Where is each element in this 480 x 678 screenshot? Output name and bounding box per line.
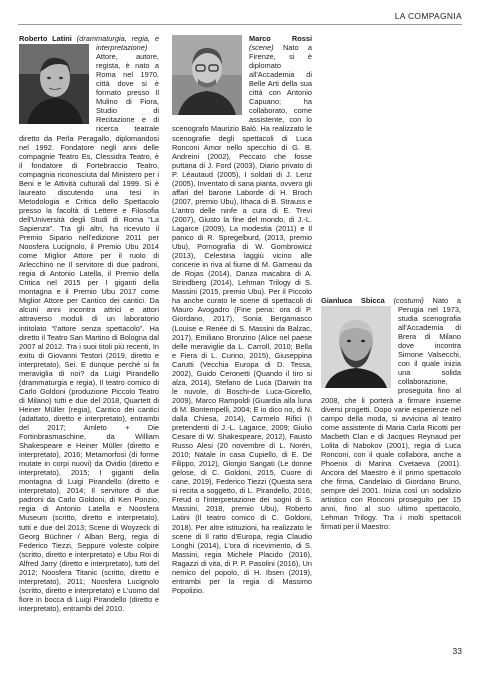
bio-gianluca-sbicca [321,296,461,531]
column-left [19,34,159,621]
bio-roberto-latini [19,34,159,613]
portrait-photo [172,35,242,115]
portrait-photo [19,44,89,124]
bio-name: Marco Rossi [249,34,312,43]
bio-name: Gianluca Sbicca [321,296,385,305]
bio-text: Nato a Perugia nel 1973, studia scenografia all'Accademia di Brera di Milano dove incontra Simone Valsecchi, con il quale inizia una solida collaborazione, proseguita fino al 2008, che li porterà a firmare insieme diversi progetti. Dopo varie esperienze nel campo della moda, si avvicina al teatro come assistente di Maria Carla Ricotti per Macbeth Clan e di Jacques Reynaud per Lolita di Nabokov (2001), regia di Luca Ronconi, con il quale collabora, anche a Phoenix di Marina Cvetaeva (2001). Ancora del Maestro è il primo spettacolo che firma, Candelaio di Giordano Bruno, sempre del 2001. Inizia così un sodalizio artistico con Ronconi proseguito per 15 anni, fino al suo ultimo spettacolo, Lehman Trilogy. Tra i molti spettacoli firmati per il Maestro: [321,296,461,532]
column-middle [172,34,312,603]
bio-paragraph [19,34,159,613]
bio-name: Roberto Latini [19,34,72,43]
bio-paragraph [172,34,312,595]
bio-role: (drammaturgia, regia, e interpretazione) [76,34,159,53]
column-right [321,34,461,539]
portrait-photo [321,306,391,388]
bio-role: (costumi) [393,296,424,305]
bio-marco-rossi [172,34,312,595]
page-number: 33 [452,646,462,656]
bio-paragraph [321,296,461,531]
bio-text: Attore, autore, regista, è nato a Roma nel 1970, città dove si è formato presso Il Mulino di Fiora, Studio di Recitazione e di ricerca teatrale diretto da Perla Peragallo, diplomandosi nel 1992. Fondatore negli anni delle compagnie Teatro Es, Clessidra Teatro, è il fondatore di Fortebraccio Teatro, compagnia riconosciuta dal Ministero per i Beni e le Attività culturali dal 1999. Si è laureato discutendo una tesi in Metodologia e Critica dello Spettacolo presso la facoltà di Lettere e Filosofia dell'Università degli Studi di Roma “La Sapienza”. Tra gli altri, ha ricevuto il Premio Sipario nell'edizione 2011 per Noosfera Lucignolo, il Premio Ubu 2014 come Miglior Attore per il ruolo di Arlecchino ne Il servitore di due padroni, regia di Antonio Latella, il Premio della Critica nel 2015 per I giganti della montagna e il Premio Ubu 2017 come Miglior Attore per Cantico dei cantici. Da alcuni anni incontra attrici e attori attraverso moduli di un laboratorio intitolato “l'attore senza spettacolo”. Ha diretto il Teatro San Martino di Bologna dal 2007 al 2012. Tra i suoi titoli più recenti, In exitu di Giovanni Testori (2019, diretto e interpretato), Sei. E dunque perché si fa meraviglia di noi? da Luigi Pirandello (drammaturgia e regia), Il teatro comico di Carlo Goldoni (produzione Piccolo Teatro di Milano) tutti e due del 2018, Quartett di Heiner Müller (regia), Cantico dei cantici (adattato, diretto e interpretato), entrambi del 2017; Amleto + Die Fortinbrasmaschine, da William Shakespeare e Heiner Müller (diretto e interpretato), 2016; Metamorfosi (di forme mutate in corpi nuovi) da Ovidio (diretto e interpretato), 2015; I giganti della montagna di Luigi Pirandello (diretto e interpretato), 2014; Il servitore di due padroni da Carlo Goldoni, di Ken Ponzio, regia di Antonio Latella e Noosfera Museum (scritto, diretto e interpretato), tutti e due del 2013; Scene di Woyzeck di Georg Büchner / Alban Berg, regia di Federico Tiezzi, Seppure voleste colpire (scritto, diretto e interpretato) e Ubu Roi di Alfred Jarry (diretto e interpretato), tutti del 2012; Noosfera Titanic (scritto, diretto e interpretato), 2011; Noosfera Lucignolo (scritto, diretto e interpretato) e L'uomo dal fiore in bocca di Luigi Pirandello (diretto e interpretato), entrambi del 2010. [19,52,159,613]
bio-role: (scene) [249,43,274,53]
section-title: LA COMPAGNIA [394,11,462,21]
bio-text: Nato a Firenze, si è diplomato all'Accademia di Belle Arti della sua città con Antonio Capuano; ha collaborato, come assistente, con lo scenografo Maurizio Balò. Ha realizzato le scenografie degli spettacoli di Luca Ronconi Amor nello specchio di G. B. Andreini (2002), Peccato che fosse puttana di J. Ford (2003), Diario privato di P. Léautaud (2005), I soldati di J. Lenz (2005), Inventato di sana pianta, ovvero gli affari del barone Laborde di H. Broch (2007, premio Ubu), Ithaca di B. Strauss e L'antro delle ninfe a cura di E. Trevi (2007), Giusto la fine del mondo, di J.-L. Lagarce (2009), La modestia (2011) e Il panico di R. Spregelburd, (2013, premio Ubu), Pornografia di W. Gombrowicz (2013), Celestina laggiù vicino alle concerie in riva al fiume di M. Garneau da de Rojas (2014), Danza macabra di A. Strindberg (2014), Lehman Trilogy di S. Massini (2015, premio Ubu). Per il Piccolo ha anche curato le scene di spettacoli di Mauro Avogadro (Fine pena: ora di P. Giordano, 2017), Sonia Bergamasco (Louise e Renée di S. Massini da Balzac, 2017), Emiliano Bronzino (Alice nel paese delle meraviglie da L. Carroll, 2010; Bella e Fiera di L. Curino, 2015), Giuseppina Carutti (Vecchia Europa di D. Tessa, 2002), Guido Ceronetti (Quando il tiro si alza, 2014), Stefano de Luca (Darwin tra le nuvole, di Boschi-de Luca-Giorello, 2009), Marco Rampoldi (Guardia alla luna di M. Bontempelli, 2004; E io dico no, di N. dalla Chiesa, 2014), Carmelo Rifici (I pretendenti di J.-L. Lagarce, 2009; Giulio Cesare di W. Shakespeare, 2012), Fausto Russo Alesi (20 novembre di L. Norén, 2010; Natale in casa Cupiello, di E. De Filippo, 2012), Giorgio Sangati (Le donne gelose, di C. Goldoni, 2015, Cuore di cane, 2019), Federico Tiezzi (Questa sera si recita a soggetto, di L. Pirandello, 2016; Freud o l'interpretazione dei sogni di S. Massini, 2018, premio Ubu), Roberto Latini (Il teatro comico di C. Goldoni, 2018). Per altre istituzioni, ha realizzato le scene di Il ratto d'Europa, regia Claudio Longhi (2014), L'ora di ricevimento, di S. Massini, regia Michele Placido (2016), Ragazzi di vita, di P. P. Pasolini (2016), Un nemico del popolo, di H. Ibsen (2019), entrambi per la regia di Massimo Popolizio. [172,43,312,595]
header-rule [18,24,462,25]
